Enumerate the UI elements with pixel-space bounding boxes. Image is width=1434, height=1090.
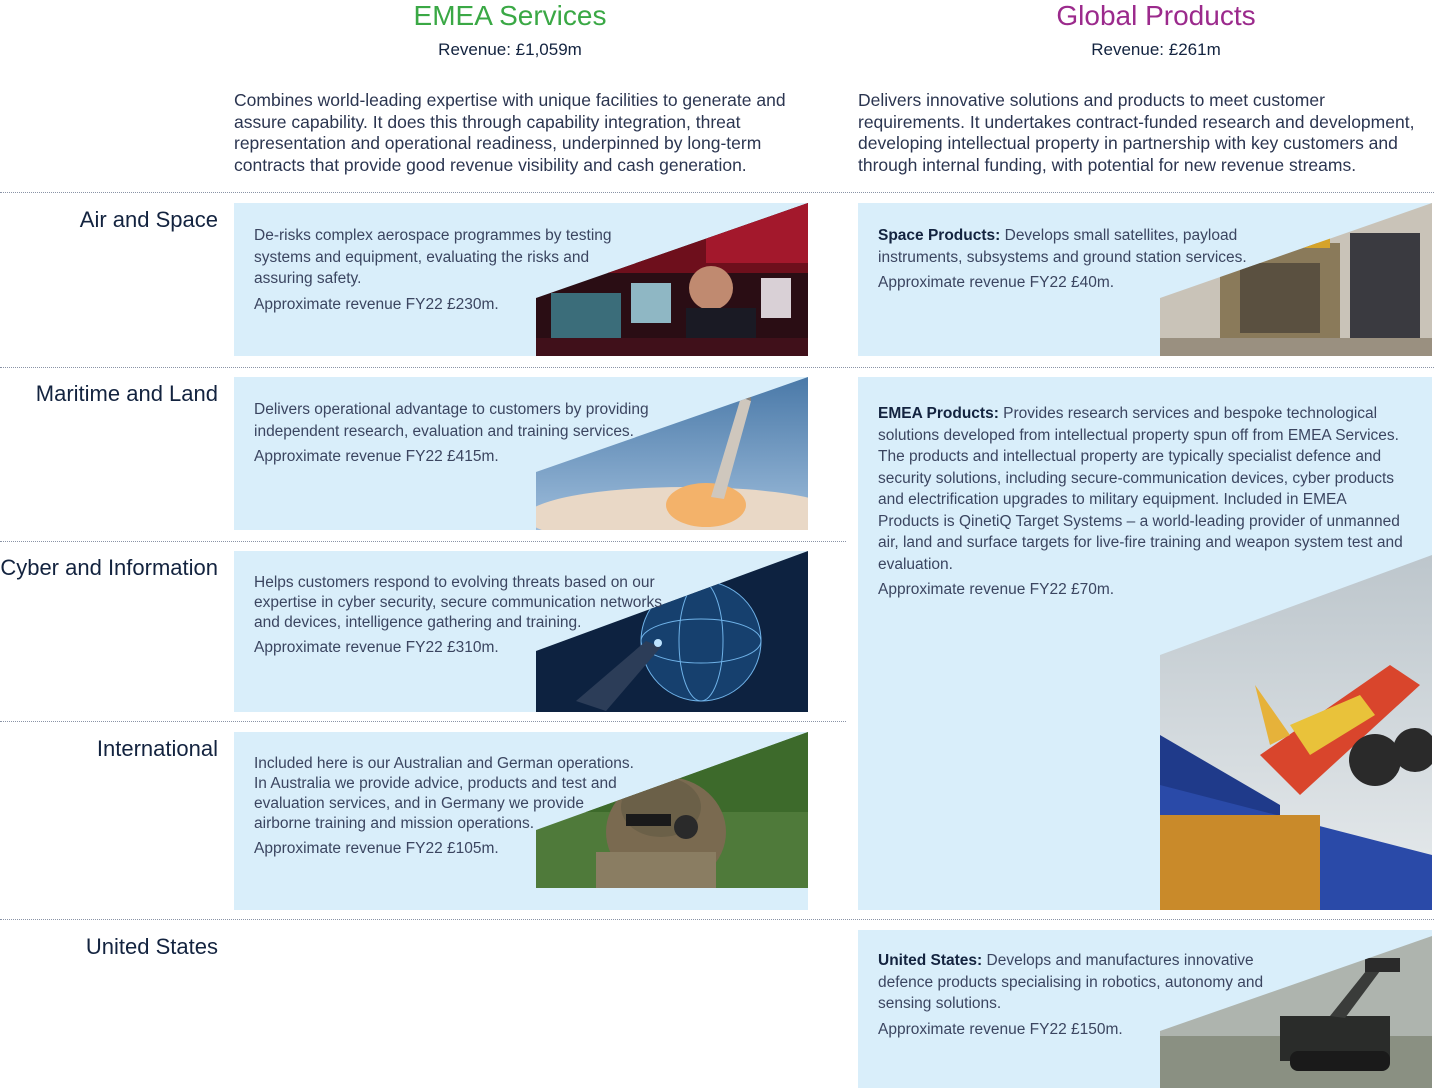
card-united-states-products-description: Develops and manufactures innovative defence products specialising in robotics, autonomy and sensing solutions. — [878, 952, 1264, 1012]
card-emea-products-text — [878, 403, 1408, 575]
row-label-maritime-land: Maritime and Land — [35, 381, 218, 406]
divider-international — [0, 919, 1434, 920]
row-label-air-space: Air and Space — [79, 207, 218, 232]
row-label-united-states: United States — [85, 934, 218, 959]
row-label-cyber: Cyber and Information — [0, 555, 218, 580]
target-drone-photo-icon — [1160, 555, 1432, 910]
card-cyber-text: Helps customers respond to evolving threats based on our expertise in cyber security, secure communication networks and devices, intelligence gathering and training. — [254, 574, 663, 631]
card-united-states-products-revenue: Approximate revenue FY22 £150m. — [878, 1020, 1123, 1038]
card-international-text: Included here is our Australian and German operations. In Australia we provide advice, products and test and evaluation services, and in Germany we provide airborne training and mission operations. — [254, 755, 634, 832]
card-maritime-land-revenue: Approximate revenue FY22 £415m. — [254, 448, 499, 465]
global-products-revenue: Revenue: £261m — [1091, 40, 1221, 59]
card-international-revenue: Approximate revenue FY22 £105m. — [254, 840, 499, 857]
card-united-states-products-text — [878, 950, 1268, 1015]
card-united-states-products-body — [878, 950, 1268, 1044]
card-emea-products-revenue: Approximate revenue FY22 £70m. — [878, 581, 1115, 598]
card-cyber — [234, 551, 808, 712]
card-air-space-text: De-risks complex aerospace programmes by testing systems and equipment, evaluating the risks and assuring safety. — [254, 227, 612, 287]
global-products-title: Global Products — [1056, 0, 1256, 31]
card-united-states-products-heading: United States: — [878, 952, 983, 969]
row-label-international: International — [96, 736, 218, 761]
card-international-body — [254, 754, 639, 864]
divider-maritime-land — [0, 541, 846, 542]
card-emea-products-heading: EMEA Products: — [878, 405, 999, 422]
card-maritime-land — [234, 377, 808, 530]
card-space-products-text — [878, 225, 1268, 268]
card-maritime-land-body — [254, 399, 684, 472]
emea-services-description: Combines world-leading expertise with unique facilities to generate and assure capability. It does this through capability integration, threat representation and operational readiness, underpinned by long-term contracts that provide good revenue visibility and cash generation. — [234, 90, 786, 175]
card-space-products-description: Develops small satellites, payload instruments, subsystems and ground station services. — [878, 227, 1247, 266]
card-space-products-revenue: Approximate revenue FY22 £40m. — [878, 274, 1115, 291]
card-space-products — [858, 203, 1432, 356]
card-emea-products — [858, 377, 1432, 910]
card-united-states-products — [858, 930, 1432, 1088]
card-maritime-land-text: Delivers operational advantage to customers by providing independent research, evaluation and training services. — [254, 401, 649, 440]
card-air-space-body — [254, 225, 634, 319]
card-air-space — [234, 203, 808, 356]
card-air-space-revenue: Approximate revenue FY22 £230m. — [254, 295, 499, 313]
card-space-products-body — [878, 225, 1268, 298]
divider-air-space — [0, 367, 1434, 368]
emea-services-title: EMEA Services — [413, 0, 607, 31]
emea-services-revenue: Revenue: £1,059m — [438, 40, 582, 59]
divider-top — [0, 192, 1434, 193]
card-cyber-body — [254, 573, 664, 663]
card-emea-products-description: Provides research services and bespoke technological solutions developed from intellectual property spun off from EMEA Services. The products and intellectual property are typically specialist defence and security solutions, including secure-communication devices, cyber products and electrification upgrades to military equipment. Included in EMEA Products is QinetiQ Target Systems – a world-leading provider of unmanned air, land and surface targets for live-fire training and weapon system test and evaluation. — [878, 405, 1403, 573]
card-cyber-revenue: Approximate revenue FY22 £310m. — [254, 639, 499, 656]
card-international — [234, 732, 808, 910]
divider-cyber — [0, 721, 846, 722]
card-space-products-heading: Space Products: — [878, 227, 1001, 244]
global-products-description: Delivers innovative solutions and products to meet customer requirements. It undertakes contract-funded research and development, developing intellectual property in partnership with key customers and through internal funding, with potential for new revenue streams. — [858, 90, 1415, 175]
card-emea-products-body — [878, 403, 1408, 605]
